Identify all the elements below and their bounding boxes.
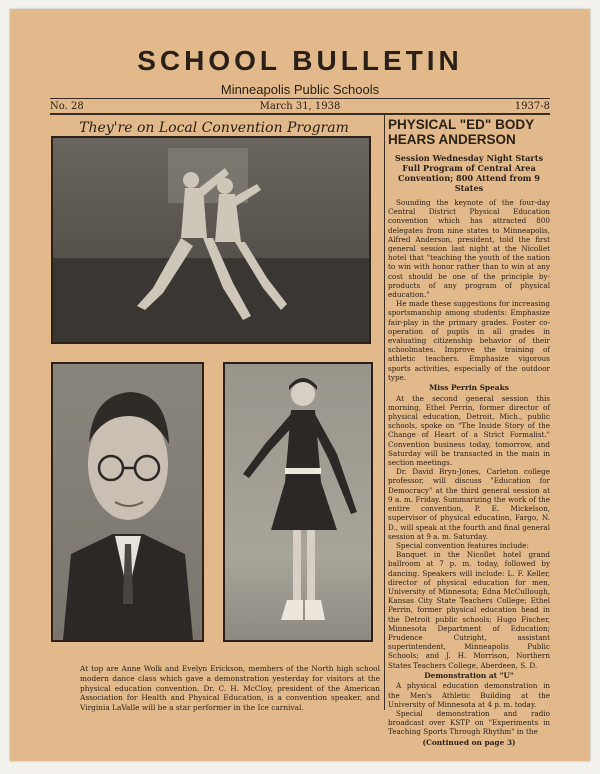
article-subhead: Demonstration at "U" [424, 670, 514, 680]
dancers-illustration [53, 138, 369, 342]
article-paragraph: Special convention features include: [396, 540, 529, 550]
photo-mccloy-portrait [51, 362, 204, 642]
article-column [388, 117, 550, 755]
article-paragraph: A physical education demonstration in the Men's Athletic Building at the University of Minnesota at 4 p. m. today. [388, 681, 550, 709]
bulletin-page [10, 9, 590, 761]
article-paragraph: Banquet in the Nicollet hotel grand ballroom at 7 p. m. today, followed by dancing. Speakers will include: L. F. Keller, director of physical education for men, University of Minnesota; Edna McCullough, Kansas City State Teachers College; Ethel Perrin, former physical education head in the Detroit public schools; Hugo Fischer, Minnesota Department of Education; Prudence Cutright, assistant superintendent, Minneapolis Public Schools; and J. H. Morrison, Northern States Teachers College, Aberdeen, S. D. [388, 550, 550, 670]
continued-notice: (Continued on page 3) [422, 737, 516, 747]
masthead-rule-bottom [50, 113, 550, 115]
photo-skater [223, 362, 373, 642]
portrait-illustration [53, 364, 202, 640]
masthead-subtitle: Minneapolis Public Schools [220, 82, 380, 97]
photo-dancers [51, 136, 371, 344]
article-paragraph: At the second general session this morning, Ethel Perrin, former director of physical education, Detroit, Mich., public schools, spoke on "The Inside Story of the Change of Heart of a Strict Formalist." Convention business today, tomorrow, and Saturday will be transacted in the main in section meetings. [388, 393, 550, 468]
issue-date: March 31, 1938 [259, 101, 341, 112]
issue-number: No. 28 [50, 101, 84, 112]
photo-section-heading: They're on Local Convention Program [79, 120, 349, 136]
article-paragraph: Dr. David Bryn-Jones, Carleton college professor, will discuss "Education for Democracy" at the third general session at 9 a. m. Friday. Summarizing the work of the entire convention, P. E. Mickelson, supervisor of physical education, Fargo, N. D., will speak at the fourth and final general session at 9 a. m. Saturday. [388, 467, 550, 541]
article-headline: PHYSICAL "ED" BODY HEARS ANDERSON [388, 117, 534, 147]
masthead-rule-top [50, 98, 550, 99]
photo-caption: At top are Anne Wolk and Evelyn Erickson, members of the North high school modern dance class which gave a demonstration yesterday for visitors at the physical education convention. Dr. C. H. McCloy, president of the American Association for Health and Physical Education, is a convention speaker, and Virginia LaValle will be a star performer in the Ice carnival. [80, 664, 380, 712]
article-paragraph: He made these suggestions for increasing sportsmanship among students: Emphasize fair-play in the primary grades. Foster co-operation of pupils in all grades in evaluating citizenship behavior of their schoolmates. Improve the training of athletic teachers. Emphasize vigorous sports activities, especially of the outdoor type. [388, 299, 550, 382]
masthead-title: SCHOOL BULLETIN [137, 45, 463, 76]
skater-illustration [225, 364, 371, 640]
article-deck: Session Wednesday Night Starts Full Program of Central Area Convention; 800 Attend from 9 States [394, 153, 544, 193]
article-paragraph: Sounding the keynote of the four-day Central District Physical Education convention which has attracted 800 delegates from nine states to Minneapolis, Alfred Anderson, president, told the first general session last night at the Nicollet hotel that "teaching the youth of the nation to win with honor rather than to win at any cost should be one of the principle by-products of any program of physical education." [388, 198, 550, 300]
article-subhead: Miss Perrin Speaks [429, 383, 509, 393]
volume-label: 1937-8 [514, 101, 550, 112]
column-divider [384, 114, 385, 710]
article-paragraph: Special demonstration and radio broadcast over KSTP on "Experiments in Teaching Sports Through Rhythm" in the [388, 708, 550, 737]
